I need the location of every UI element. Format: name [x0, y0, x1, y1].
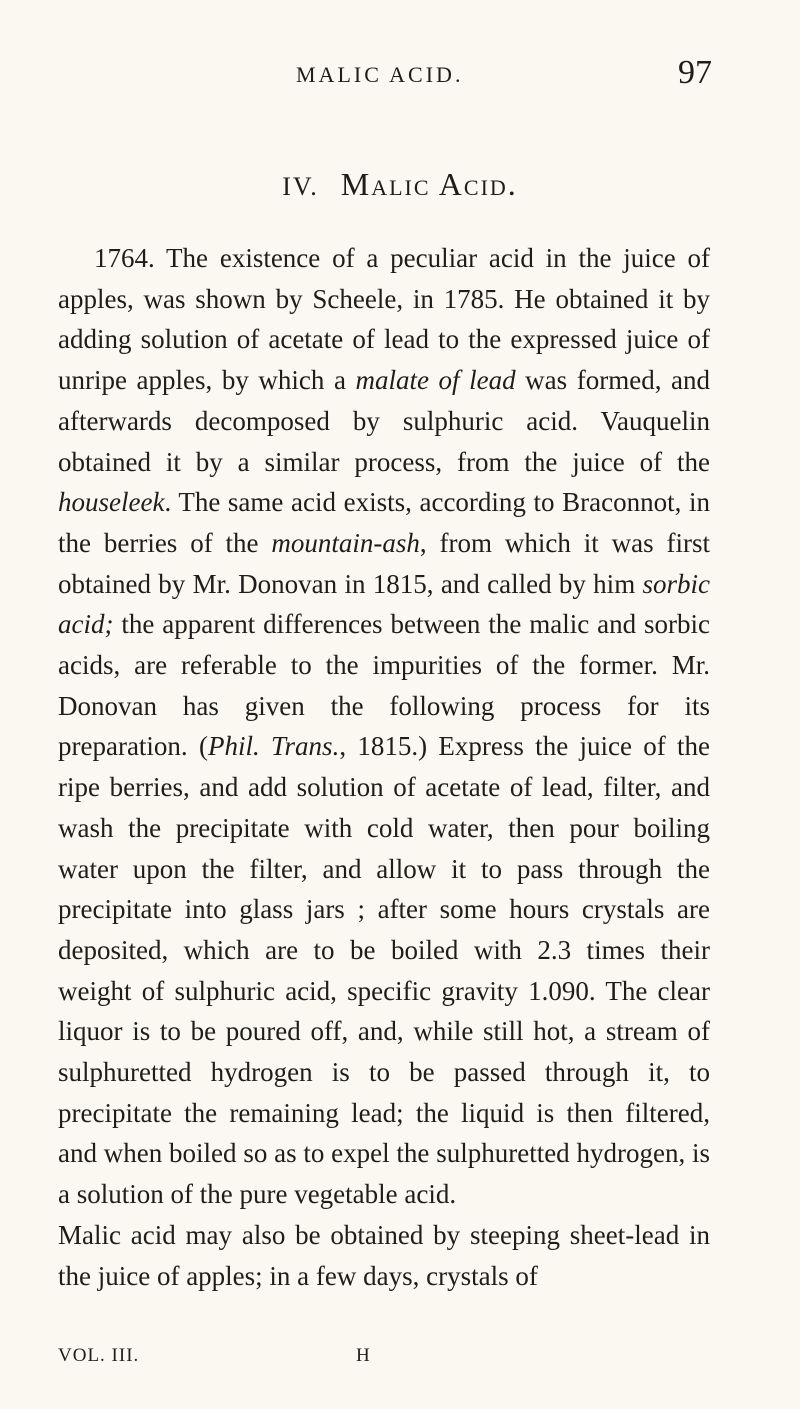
text-segment: . The same acid exists, according to Braconnot, in the berries of the	[58, 487, 710, 558]
running-head: MALIC ACID.	[296, 62, 464, 87]
italic-term-sorbic-acid: sorbic acid;	[58, 568, 710, 640]
page-number: 97	[678, 54, 712, 91]
paragraph-1	[58, 238, 710, 1215]
section-number: IV.	[282, 172, 319, 201]
section-name: Malic Acid.	[340, 166, 518, 202]
signature-mark: H	[356, 1345, 371, 1366]
text-segment: the apparent differences between the malic and sorbic acids, are referable to the impurities of the former. Mr. Donovan has given the following process for its preparation. (	[58, 609, 710, 762]
body-text	[58, 238, 710, 1296]
page-footer	[0, 1345, 800, 1375]
paragraph-2	[58, 1215, 710, 1296]
text-segment: Malic acid may also be obtained by steeping sheet-lead in the juice of apples; in a few days, crystals of	[58, 1219, 710, 1291]
page-header	[0, 54, 800, 100]
section-title	[0, 166, 800, 203]
italic-term-malate-of-lead: malate of lead	[355, 365, 516, 396]
italic-citation: Phil. Trans.	[207, 731, 340, 762]
italic-term-houseleek: houseleek	[58, 487, 165, 518]
text-segment: 1764. The existence of a peculiar acid in the juice of apples, was shown by Scheele, in 1785. He obtained it by adding solution of acetate of lead to the expressed juice of unripe apples, by which a	[58, 243, 710, 396]
text-segment: , 1815.) Express the juice of the ripe berries, and add solution of acetate of lead, filter, and wash the precipitate with cold water, then pour boiling water upon the filter, and allow it to pass through the precipitate into glass jars ; after some hours crystals are deposited, which are to be boiled with 2.3 times their weight of sulphuric acid, specific gravity 1.090. The clear liquor is to be poured off, and, while still hot, a stream of sulphuretted hydrogen is to be passed through it, to precipitate the remaining lead; the liquid is then filtered, and when boiled so as to expel the sulphuretted hydrogen, is a solution of the pure vegetable acid.	[58, 731, 711, 1210]
text-segment: , from which it was first obtained by Mr. Donovan in 1815, and called by him	[58, 527, 710, 599]
volume-label: VOL. III.	[58, 1345, 140, 1366]
italic-term-mountain-ash: mountain-ash	[271, 527, 420, 558]
text-segment: was formed, and afterwards decomposed by sulphuric acid. Vauquelin obtained it by a similar process, from the juice of the	[58, 365, 710, 477]
